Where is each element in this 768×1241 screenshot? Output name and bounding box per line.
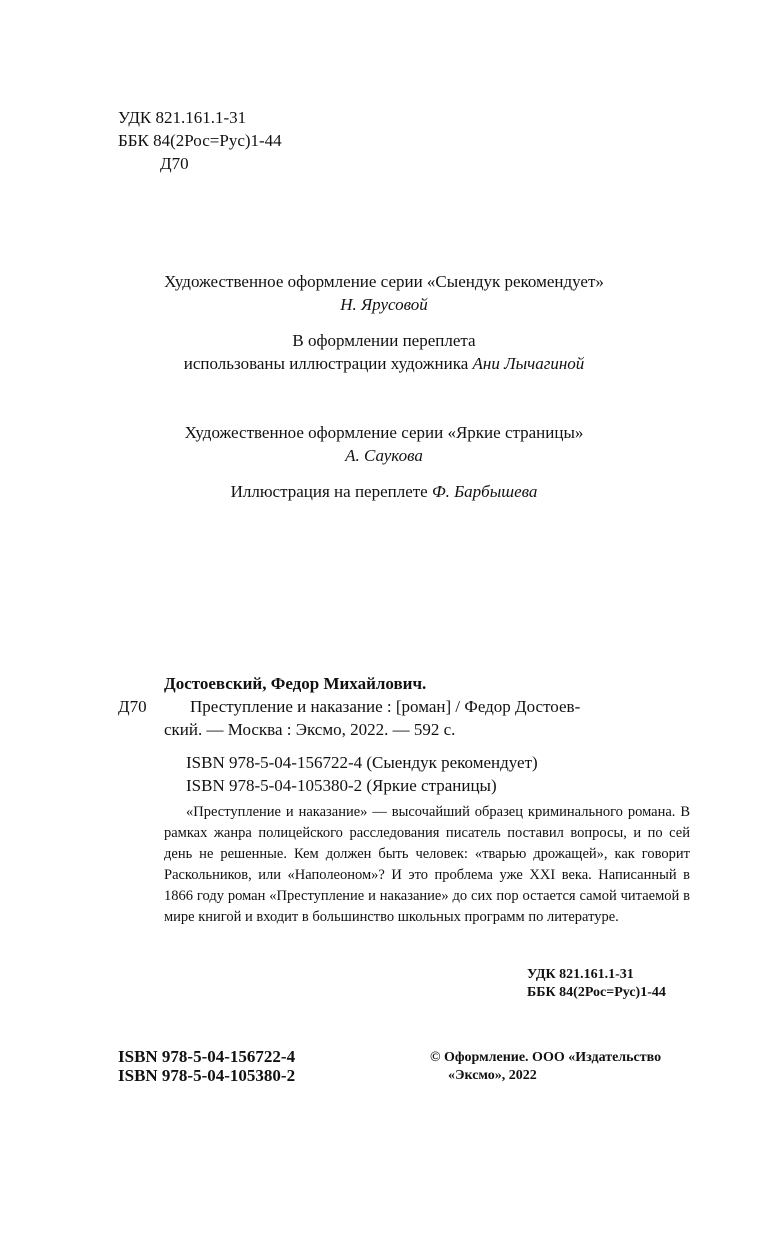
catalog-code: Д70: [118, 697, 147, 716]
isbn-bold-2: ISBN 978-5-04-105380-2: [118, 1066, 296, 1085]
copyright-line1: © Оформление. ООО «Издательство: [430, 1050, 662, 1065]
cover-illustration-text: Иллюстрация на переплете: [230, 482, 432, 501]
series1-design: [0, 270, 768, 316]
binding-credits: [0, 329, 768, 375]
footer-udk: УДК 821.161.1-31: [527, 967, 634, 982]
udk-code: УДК 821.161.1-31: [118, 108, 247, 127]
binding-line2: использованы иллюстрации художника: [183, 354, 473, 373]
isbn-bold-block: [118, 1047, 295, 1085]
copyright-block: [430, 1049, 661, 1085]
author-mark: Д70: [160, 154, 189, 173]
cover-illustration: [0, 480, 768, 503]
copyright-line2: «Эксмо», 2022: [448, 1068, 537, 1083]
annotation: [164, 802, 690, 928]
udk-block: [118, 106, 282, 175]
catalog-isbn-list: [186, 751, 538, 797]
series2-designer: А. Саукова: [345, 446, 423, 465]
cover-illustrator: Ф. Барбышева: [431, 482, 538, 501]
catalog-isbn2: ISBN 978-5-04-105380-2 (Яркие страницы): [186, 776, 497, 795]
bbk-code: ББК 84(2Рос=Рус)1-44: [118, 131, 282, 150]
catalog-author: Достоевский, Федор Михайлович.: [164, 674, 427, 693]
binding-artist: Ани Лычагиной: [472, 354, 585, 373]
series1-design-text: Художественное оформление серии «Сыендук рекомендует»: [164, 272, 604, 291]
catalog-title-line1: Преступление и наказание : [роман] / Федор Достоев-: [190, 697, 581, 716]
binding-line1: В оформлении переплета: [292, 331, 476, 350]
series1-designer: Н. Ярусовой: [340, 295, 428, 314]
series2-design-text: Художественное оформление серии «Яркие страницы»: [184, 423, 584, 442]
footer-codes: [527, 966, 666, 1002]
footer-bbk: ББК 84(2Рос=Рус)1-44: [527, 985, 666, 1000]
series2-design: [0, 421, 768, 467]
catalog-isbn1: ISBN 978-5-04-156722-4 (Сыендук рекомендует): [186, 753, 538, 772]
catalog-title-line2: ский. — Москва : Эксмо, 2022. — 592 с.: [164, 720, 456, 739]
isbn-bold-1: ISBN 978-5-04-156722-4: [118, 1047, 296, 1066]
annotation-text: «Преступление и наказание» — высочайший образец криминального романа. В рамках жанра полицейского расследования писатель поставил вопросы, и по сей день не решенные. Кем должен быть человек: «тварью дрожащей», как говорит Раскольников, или «Наполеоном»? И это проблема уже XXI века. Написанный в 1866 году роман «Преступление и наказание» до сих пор остается самой читаемой в мире книгой и входит в большинство школьных программ по литературе.: [164, 804, 690, 925]
